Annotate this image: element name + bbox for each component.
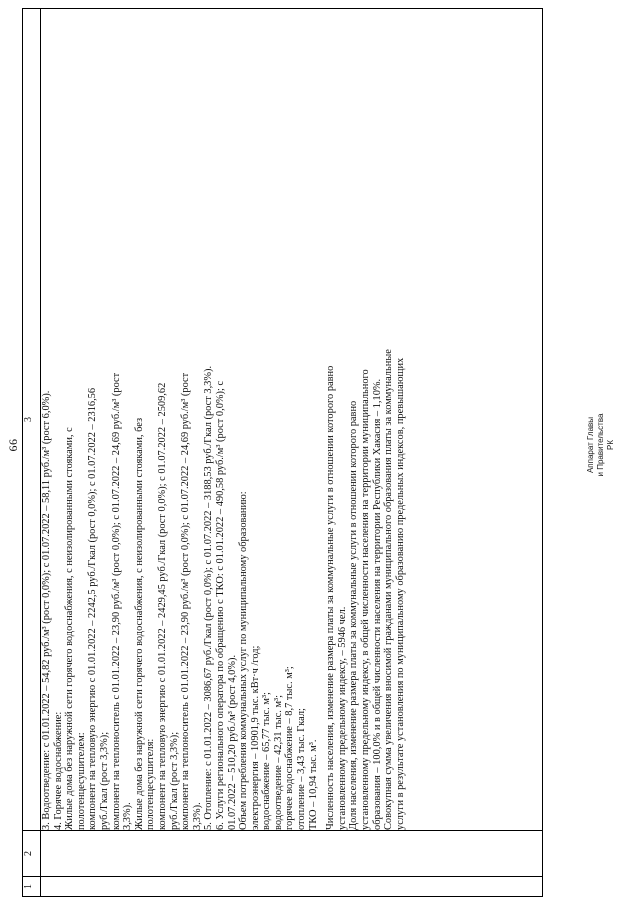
stamp-line-1: Аппарат Главы <box>586 416 595 474</box>
text-line: водоотведение – 42,31 тыс. м³; <box>272 694 284 830</box>
text-line: Численность населения, изменение размера платы за коммунальные услуги в отношении которого равно <box>325 365 337 830</box>
column-number-3: 3 <box>23 9 41 831</box>
text-line: Жилые дома без наружной сети горячего водоснабжения, с неизолированными стояками, без <box>133 417 145 830</box>
text-line: руб./Гкал (рост 3,3%); <box>168 731 180 830</box>
text-line: 01.07.2022 – 510,20 руб./м³ (рост 4,0%). <box>226 654 238 830</box>
text-line: 5. Отопление: с 01.01.2022 – 3086,67 руб./Гкал (рост 0,0%); с 01.07.2022 – 3188,53 руб./Гкал (рост 3,3%). <box>203 365 215 830</box>
text-line: 4. Горячее водоснабжение: <box>52 711 64 830</box>
text-line: 3,3%). <box>122 802 134 830</box>
text-line: Объем потребления коммунальных услуг по муниципальному образованию: <box>238 491 250 830</box>
cell-col3-content <box>41 9 543 831</box>
text-line: компонент на тепловую энергию с 01.01.2022 – 2429,45 руб./Гкал (рост 0,0%); с 01.07.2022 – 2509,62 <box>156 382 168 830</box>
text-line: образования – 100,0% и в общей численности населения на территории Республики Хакасия – 1,10%. <box>371 378 383 830</box>
table-header-row <box>23 9 41 897</box>
text-line: Жилые дома без наружной сети горячего водоснабжения, с неизолированными стояками, с <box>64 427 76 830</box>
table-row <box>41 9 543 897</box>
page-number: 66 <box>6 438 20 452</box>
text-line: 6. Услуги регионального оператора по обращению с ТКО: с 01.01.2022 – 490,58 руб./м³ (рост 0,0%); с <box>214 380 226 830</box>
text-line: отопление – 3,43 тыс. Гкал; <box>296 708 308 830</box>
text-line: Доля населения, изменение размера платы за коммунальные услуги в отношении которого равно <box>348 400 360 830</box>
text-line: Совокупная сумма увеличения вносимой гражданами муниципального образования платы за коммунальные <box>383 349 395 830</box>
cell-col2 <box>41 831 543 877</box>
text-line: горячее водоснабжение – 8,7 тыс. м³; <box>284 666 296 830</box>
text-line: компонент на теплоноситель с 01.01.2022 – 23,90 руб./м³ (рост 0,0%); с 01.07.2022 – 24,69 руб./м³ (рост <box>110 372 122 830</box>
text-line: установленному предельному индексу, – 5946 чел. <box>336 606 348 830</box>
stamp-line-2: и Правительства РК <box>596 413 615 477</box>
column-number-2: 2 <box>23 831 41 877</box>
text-line: полотенцесушителем: <box>75 732 87 830</box>
official-stamp <box>586 410 616 480</box>
content-text-block <box>41 9 406 830</box>
text-line: 3,3%). <box>191 802 203 830</box>
text-line: полотенцесушителя: <box>145 738 157 830</box>
text-line: 3. Водоотведение: с 01.01.2022 – 54,82 руб./м³ (рост 0,0%); с 01.07.2022 – 58,11 руб./м³ (рост 6,0%). <box>41 390 52 830</box>
column-number-1: 1 <box>23 877 41 897</box>
tariff-table <box>22 8 543 897</box>
text-line: компонент на тепловую энергию с 01.01.2022 – 2242,5 руб./Гкал (рост 0,0%); с 01.07.2022 – 2316,56 <box>87 387 99 830</box>
text-line: установленному предельному индексу, в общей численности населения на территории муниципального <box>360 369 372 830</box>
text-line: ТКО – 10,94 тыс. м³. <box>307 739 319 830</box>
cell-col1 <box>41 877 543 897</box>
text-line: водоснабжение – 65,77 тыс. м³; <box>261 692 273 830</box>
text-line: компонент на теплоноситель с 01.01.2022 – 23,90 руб./м³ (рост 0,0%); с 01.07.2022 – 24,69 руб./м³ (рост <box>180 372 192 830</box>
text-line: руб./Гкал (рост 3,3%); <box>98 731 110 830</box>
text-line: услуги в результате установления по муниципальному образованию предельных индексов, превышающих <box>394 357 406 830</box>
text-line: электроэнергия – 10901,9 тыс. кВт·ч /год; <box>249 645 261 830</box>
